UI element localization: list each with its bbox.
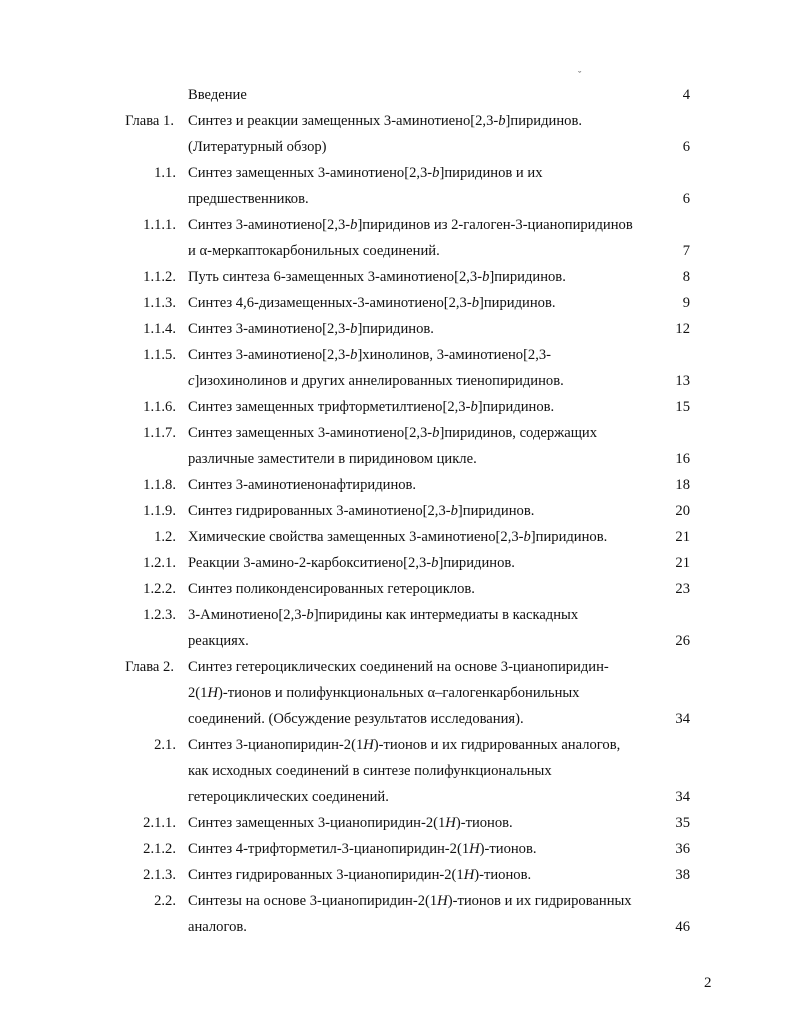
toc-1-1-8-title: Синтез 3-аминотиенонафтиридинов.: [188, 477, 417, 493]
toc-1-1-7-title-line2: различные заместители в пиридиновом цикле.: [188, 451, 477, 467]
toc-2-1-3-title: Синтез гидрированных 3-цианопиридин-2(1H)-тионов.: [188, 867, 532, 883]
toc-2-2-title-line2: аналогов.: [188, 919, 247, 935]
toc-2-2-page: 46: [675, 919, 690, 935]
toc-2-1-title-line3: гетероциклических соединений.: [188, 789, 389, 805]
toc-1-2-3-page: 26: [675, 633, 690, 649]
toc-2-1-1-number: 2.1.1.: [143, 815, 176, 831]
toc-1-1-title-line2: предшественников.: [188, 191, 309, 207]
toc-ch2-number: Глава 2.: [125, 659, 174, 675]
toc-1-2-page: 21: [675, 529, 690, 545]
toc-ch2-title-line1: Синтез гетероциклических соединений на основе 3-цианопиридин-: [188, 659, 609, 675]
toc-1-2-1-title: Реакции 3-амино-2-карбокситиено[2,3-b]пиридинов.: [188, 555, 515, 571]
toc-2-1-title-line1: Синтез 3-цианопиридин-2(1H)-тионов и их гидрированных аналогов,: [188, 737, 621, 753]
toc-1-1-3-number: 1.1.3.: [143, 295, 176, 311]
toc-ch1-page: 6: [682, 139, 690, 155]
toc-1-1-1-page: 7: [682, 243, 690, 259]
toc-1-1-8-page: 18: [675, 477, 690, 493]
toc-1-1-5-page: 13: [675, 373, 690, 389]
toc-1-1-1-title-line1: Синтез 3-аминотиено[2,3-b]пиридинов из 2-галоген-3-цианопиридинов: [188, 217, 633, 233]
toc-1-1-title-line1: Синтез замещенных 3-аминотиено[2,3-b]пиридинов и их: [188, 165, 543, 181]
toc-1-1-9-title: Синтез гидрированных 3-аминотиено[2,3-b]пиридинов.: [188, 503, 535, 519]
toc-1-1-4-page: 12: [675, 321, 690, 337]
toc-1-1-4-title: Синтез 3-аминотиено[2,3-b]пиридинов.: [188, 321, 434, 337]
toc-1-1-6-title: Синтез замещенных трифторметилтиено[2,3-b]пиридинов.: [188, 399, 555, 415]
toc-1-1-1-number: 1.1.1.: [143, 217, 176, 233]
scan-speck: ˬ: [578, 62, 582, 73]
toc-1-2-2-number: 1.2.2.: [143, 581, 176, 597]
toc-2-1-2-number: 2.1.2.: [143, 841, 176, 857]
toc-1-1-5-number: 1.1.5.: [143, 347, 176, 363]
toc-1-1-5-title-line1: Синтез 3-аминотиено[2,3-b]хинолинов, 3-аминотиено[2,3-: [188, 347, 552, 363]
toc-intro-page: 4: [682, 87, 690, 103]
toc-1-1-7-title-line1: Синтез замещенных 3-аминотиено[2,3-b]пиридинов, содержащих: [188, 425, 598, 441]
toc-1-2-1-page: 21: [675, 555, 690, 571]
toc-1-2-3-title-line1: 3-Аминотиено[2,3-b]пиридины как интермедиаты в каскадных: [188, 607, 579, 623]
toc-2-1-3-page: 38: [675, 867, 690, 883]
toc-1-1-7-page: 16: [675, 451, 690, 467]
toc-1-1-number: 1.1.: [154, 165, 176, 181]
toc-1-1-7-number: 1.1.7.: [143, 425, 176, 441]
toc-1-2-3-title-line2: реакциях.: [188, 633, 249, 649]
toc-1-1-2-title: Путь синтеза 6-замещенных 3-аминотиено[2,3-b]пиридинов.: [188, 269, 566, 285]
toc-intro-title: Введение: [188, 87, 247, 103]
toc-2-1-page: 34: [675, 789, 690, 805]
toc-ch1-title-line2: (Литературный обзор): [188, 139, 327, 155]
toc-1-1-9-number: 1.1.9.: [143, 503, 176, 519]
toc-2-1-2-title: Синтез 4-трифторметил-3-цианопиридин-2(1H)-тионов.: [188, 841, 537, 857]
toc-1-1-3-title: Синтез 4,6-дизамещенных-3-аминотиено[2,3-b]пиридинов.: [188, 295, 556, 311]
toc-ch2-page: 34: [675, 711, 690, 727]
toc-1-1-page: 6: [682, 191, 690, 207]
toc-2-1-2-page: 36: [675, 841, 690, 857]
toc-ch1-number: Глава 1.: [125, 113, 174, 129]
toc-1-1-4-number: 1.1.4.: [143, 321, 176, 337]
toc-1-2-2-title: Синтез поликонденсированных гетероциклов.: [188, 581, 475, 597]
toc-2-1-1-page: 35: [675, 815, 690, 831]
toc-2-1-title-line2: как исходных соединений в синтезе полифункциональных: [188, 763, 552, 779]
toc-1-1-9-page: 20: [675, 503, 690, 519]
toc-2-1-3-number: 2.1.3.: [143, 867, 176, 883]
toc-2-2-number: 2.2.: [154, 893, 176, 909]
toc-2-1-1-title: Синтез замещенных 3-цианопиридин-2(1H)-тионов.: [188, 815, 513, 831]
toc-1-1-1-title-line2: и α-меркаптокарбонильных соединений.: [188, 243, 440, 259]
toc-2-2-title-line1: Синтезы на основе 3-цианопиридин-2(1H)-тионов и их гидрированных: [188, 893, 632, 909]
toc-1-1-8-number: 1.1.8.: [143, 477, 176, 493]
toc-2-1-number: 2.1.: [154, 737, 176, 753]
toc-ch1-title-line1: Синтез и реакции замещенных 3-аминотиено[2,3-b]пиридинов.: [188, 113, 582, 129]
toc-ch2-title-line3: соединений. (Обсуждение результатов исследования).: [188, 711, 524, 727]
toc-1-2-number: 1.2.: [154, 529, 176, 545]
toc-1-2-title: Химические свойства замещенных 3-аминотиено[2,3-b]пиридинов.: [188, 529, 608, 545]
toc-1-1-6-number: 1.1.6.: [143, 399, 176, 415]
page-number: 2: [704, 975, 712, 991]
toc-1-2-1-number: 1.2.1.: [143, 555, 176, 571]
toc-1-1-2-page: 8: [682, 269, 690, 285]
toc-1-2-2-page: 23: [675, 581, 690, 597]
toc-1-2-3-number: 1.2.3.: [143, 607, 176, 623]
toc-1-1-3-page: 9: [682, 295, 690, 311]
toc-1-1-6-page: 15: [675, 399, 690, 415]
toc-1-1-5-title-line2: c]изохинолинов и других аннелированных тиенопиридинов.: [188, 373, 564, 389]
toc-ch2-title-line2: 2(1H)-тионов и полифункциональных α–галогенкарбонильных: [188, 685, 580, 701]
toc-1-1-2-number: 1.1.2.: [143, 269, 176, 285]
